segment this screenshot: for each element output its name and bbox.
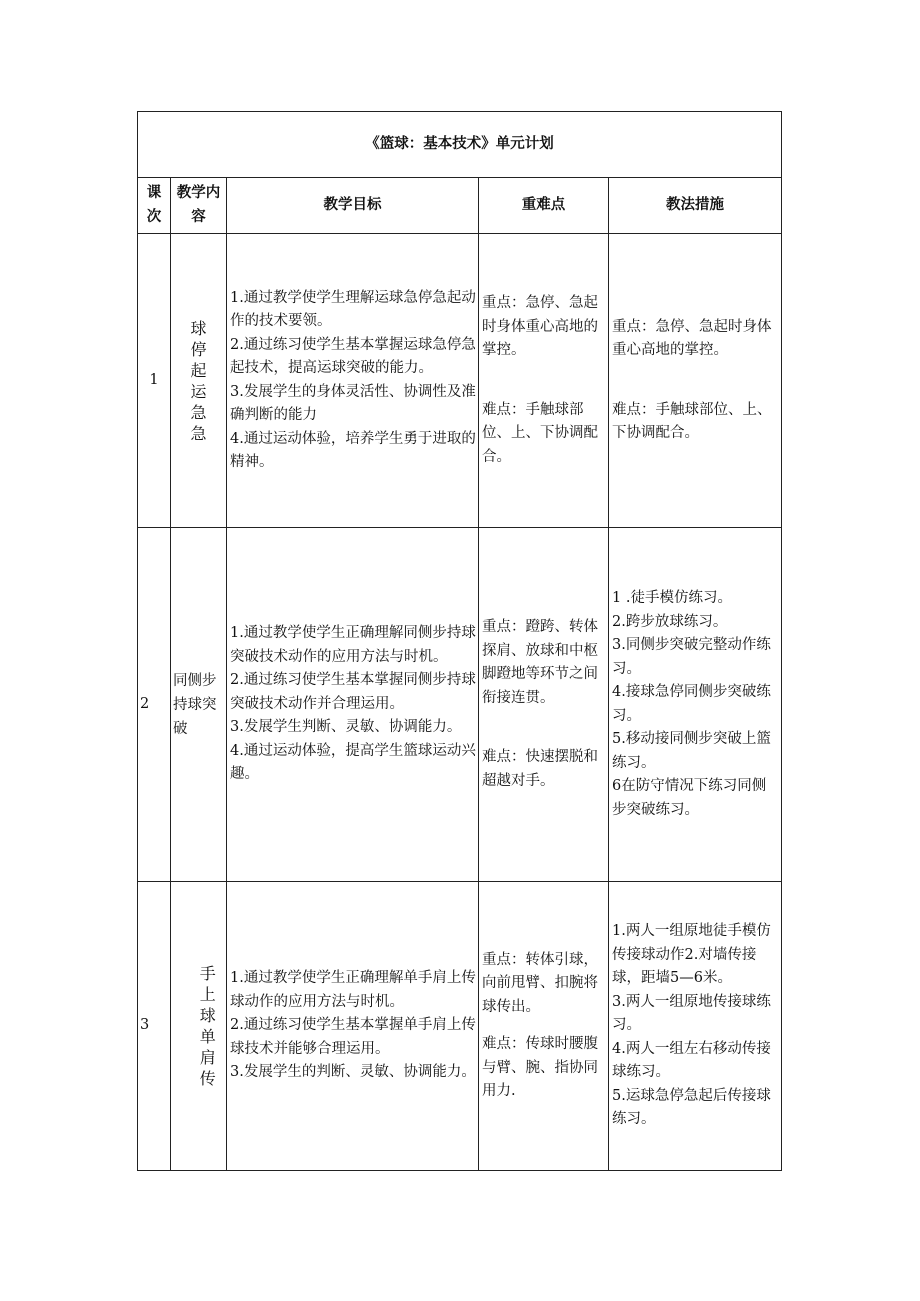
header-methods: 教法措施	[609, 178, 782, 234]
header-row	[138, 178, 782, 234]
lesson-key-points	[479, 234, 609, 528]
lesson-objectives: 1.通过教学使学生理解运球急停急起动作的技术要领。 2.通过练习使学生基本掌握运球急停急起技术，提高运球突破的能力。 3.发展学生的身体灵活性、协调性及准确判断的能力 4.通过运动体验，培养学生勇于进取的精神。	[227, 234, 479, 528]
header-objectives: 教学目标	[227, 178, 479, 234]
difficulty: 难点：传球时腰腹与臂、腕、指协同用力.	[482, 1036, 598, 1099]
title-row	[138, 112, 782, 178]
page-title: 《篮球：基本技术》单元计划	[138, 112, 782, 178]
table-row	[138, 882, 782, 1171]
header-lesson-no: 课次	[138, 178, 171, 234]
difficulty: 难点：快速摆脱和超越对手。	[482, 749, 598, 789]
lesson-number: 2	[138, 528, 171, 882]
lesson-content: 手上球单肩传	[171, 882, 227, 1171]
method-difficulty: 难点：手触球部位、上、下协调配合。	[612, 401, 772, 441]
header-key-points: 重难点	[479, 178, 609, 234]
key-point: 重点：转体引球，向前甩臂、扣腕将球传出。	[482, 951, 598, 1015]
table-row	[138, 528, 782, 882]
lesson-content: 同侧步持球突破	[171, 528, 227, 882]
lesson-key-points	[479, 882, 609, 1171]
lesson-methods: 1 .徒手模仿练习。 2.跨步放球练习。 3.同侧步突破完整动作练习。 4.接球急停同侧步突破练习。 5.移动接同侧步突破上篮练习。 6在防守情况下练习同侧步突破练习。	[609, 528, 782, 882]
lesson-key-points	[479, 528, 609, 882]
table-row	[138, 234, 782, 528]
lesson-objectives: 1.通过教学使学生正确理解同侧步持球突破技术动作的应用方法与时机。 2.通过练习使学生基本掌握同侧步持球突破技术动作并合理运用。 3.发展学生判断、灵敏、协调能力。 4.通过运动体验，提高学生篮球运动兴趣。	[227, 528, 479, 882]
key-point: 重点：蹬跨、转体探肩、放球和中枢脚蹬地等环节之间衔接连贯。	[482, 619, 598, 706]
difficulty: 难点：手触球部位、上、下协调配合。	[482, 401, 598, 465]
header-content: 教学内容	[171, 178, 227, 234]
lesson-methods: 1.两人一组原地徒手模仿传接球动作2.对墙传接球，距墙5—6米。 3.两人一组原地传接球练习。 4.两人一组左右移动传接球练习。 5.运球急停急起后传接球练习。	[609, 882, 782, 1171]
lesson-number: 3	[138, 882, 171, 1171]
lesson-objectives: 1.通过教学使学生正确理解单手肩上传球动作的应用方法与时机。 2.通过练习使学生基本掌握单手肩上传球技术并能够合理运用。 3.发展学生的判断、灵敏、协调能力。	[227, 882, 479, 1171]
unit-plan-table	[137, 111, 782, 1171]
lesson-number: 1	[138, 234, 171, 528]
key-point: 重点：急停、急起时身体重心高地的掌控。	[482, 295, 598, 358]
lesson-content: 球停起运急急	[171, 234, 227, 528]
method-key-point: 重点：急停、急起时身体重心高地的掌控。	[612, 318, 772, 358]
lesson-methods	[609, 234, 782, 528]
